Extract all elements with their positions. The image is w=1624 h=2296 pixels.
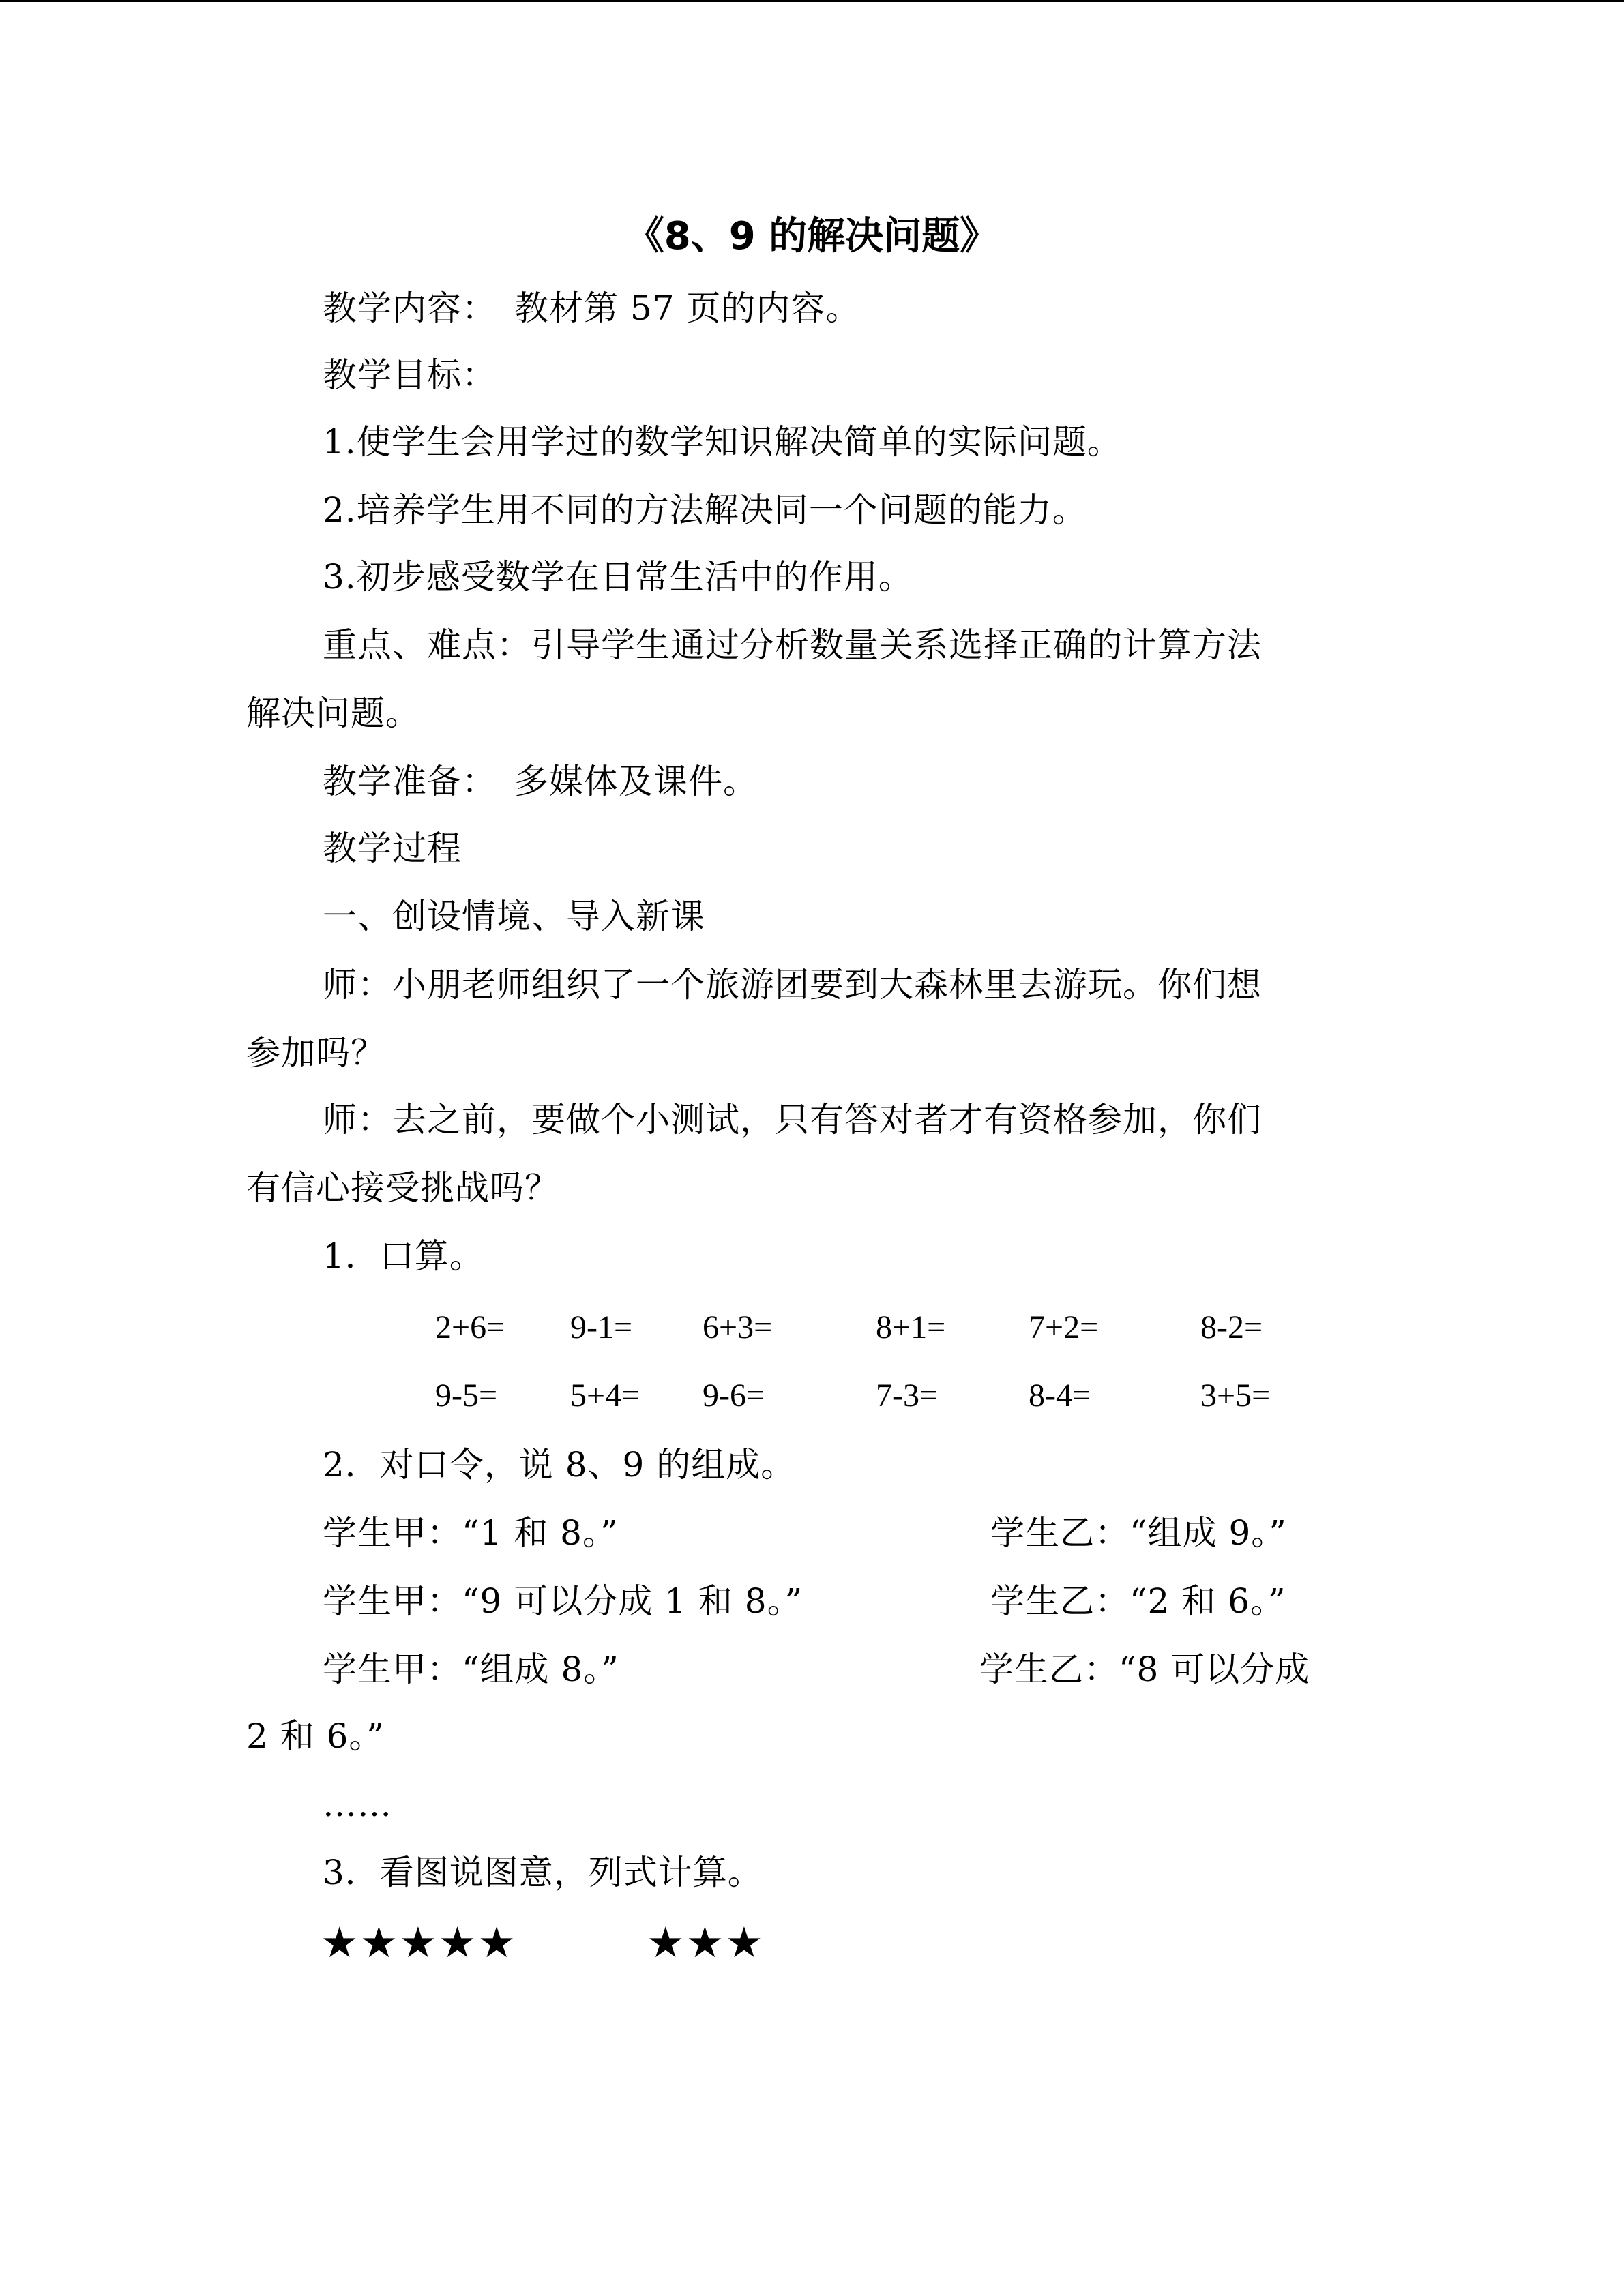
arith-item: 7+2= [1029, 1309, 1099, 1345]
arith-item: 8-2= [1200, 1309, 1263, 1345]
arith-item: 9-6= [703, 1377, 765, 1414]
arith-item: 8-4= [1029, 1377, 1091, 1414]
arith-item: 9-1= [570, 1309, 633, 1345]
preparation: 教学准备： 多媒体及课件。 [323, 762, 758, 801]
arith-item: 6+3= [703, 1309, 773, 1345]
arith-item: 7-3= [876, 1377, 939, 1414]
arith-item: 9-5= [435, 1377, 498, 1414]
stars-group-3: ★★★ [647, 1918, 765, 1967]
goal-2: 2.培养学生用不同的方法解决同一个问题的能力。 [323, 490, 1087, 530]
pair-heading: 2．对口令，说 8、9 的组成。 [323, 1445, 796, 1485]
oral-calc-heading: 1．口算。 [323, 1236, 484, 1276]
key-points-line2: 解决问题。 [246, 694, 420, 733]
page-title: 《8、9 的解决问题》 [625, 214, 999, 258]
dialogue-right-3: 学生乙：“8 可以分成 [979, 1650, 1310, 1689]
goal-3: 3.初步感受数学在日常生活中的作用。 [323, 557, 913, 597]
teacher-line-1a: 师：小朋老师组织了一个旅游团要到大森林里去游玩。你们想 [323, 965, 1262, 1004]
arith-item: 2+6= [435, 1309, 505, 1345]
dialogue-left-3: 学生甲：“组成 8。” [323, 1650, 619, 1689]
goal-1: 1.使学生会用学过的数学知识解决简单的实际问题。 [323, 422, 1122, 462]
teaching-content: 教学内容： 教材第 57 页的内容。 [323, 288, 861, 328]
stars-group-5: ★★★★★ [321, 1918, 517, 1967]
ellipsis: …… [323, 1785, 392, 1824]
picture-task-heading: 3．看图说图意，列式计算。 [323, 1853, 763, 1892]
process-heading: 教学过程 [323, 829, 462, 868]
dialogue-left-1: 学生甲：“1 和 8。” [323, 1513, 619, 1553]
dialogue-right-2: 学生乙：“2 和 6。” [990, 1581, 1286, 1621]
teacher-line-2a: 师：去之前，要做个小测试，只有答对者才有资格参加，你们 [323, 1100, 1262, 1139]
dialogue-right-1: 学生乙：“组成 9。” [990, 1513, 1287, 1553]
dialogue-tail: 2 和 6。” [246, 1716, 385, 1756]
key-points-line1: 重点、难点：引导学生通过分析数量关系选择正确的计算方法 [323, 625, 1262, 665]
arith-item: 8+1= [876, 1309, 946, 1345]
arith-item: 3+5= [1200, 1377, 1271, 1414]
page-top-border [0, 0, 1624, 2]
teacher-line-2b: 有信心接受挑战吗？ [246, 1168, 559, 1208]
teacher-line-1b: 参加吗？ [246, 1033, 385, 1073]
arith-item: 5+4= [570, 1377, 640, 1414]
goals-heading: 教学目标： [323, 355, 497, 395]
section-1-heading: 一、创设情境、导入新课 [323, 897, 705, 936]
dialogue-left-2: 学生甲：“9 可以分成 1 和 8。” [323, 1581, 803, 1621]
